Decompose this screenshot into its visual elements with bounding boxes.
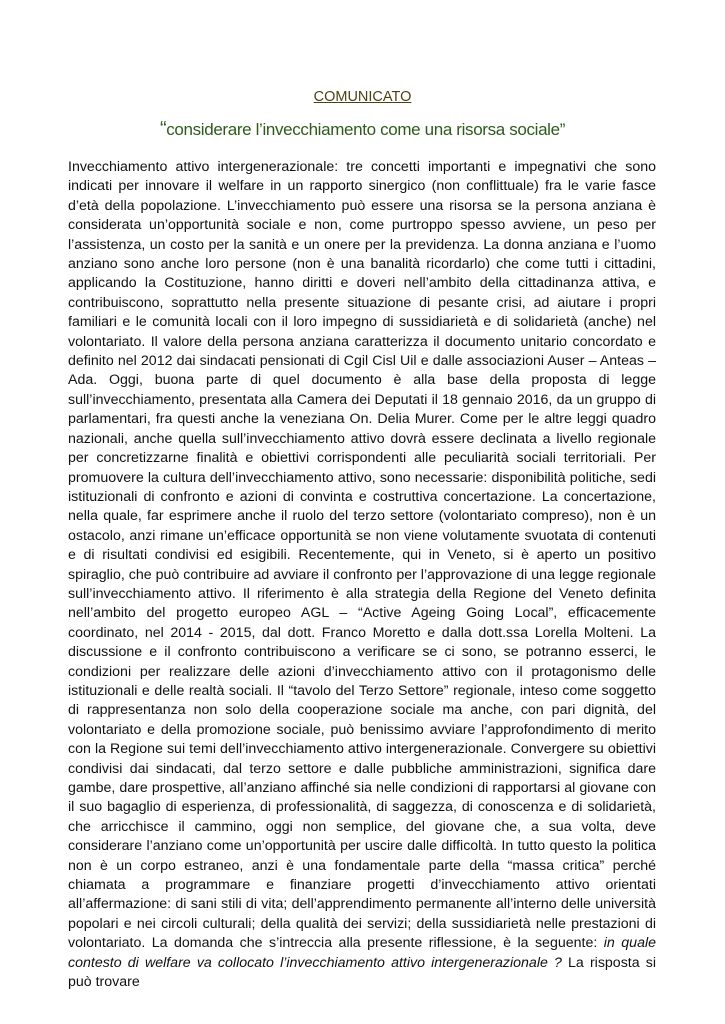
document-heading: COMUNICATO: [313, 89, 412, 105]
body-tail-text: La risposta si può trovare: [68, 954, 656, 991]
subtitle-text: considerare l’invecchiamento come una risorsa sociale”: [166, 120, 566, 139]
body-question-text: in quale contesto di welfare va collocato l’invecchiamento attivo intergenerazionale ?: [68, 935, 656, 971]
document-body: [68, 158, 656, 992]
subtitle-open-quote: “: [159, 118, 167, 140]
document-subtitle: [0, 118, 725, 141]
body-main-text: Invecchiamento attivo intergenerazionale: tre concetti importanti e impegnativi che sono indicati per innovare il welfare in un rapporto sinergico (non conflittuale) fra le varie fasce d’età della popolazione. L’invecchiamento può essere una risorsa se la persona anziana è considerata un’opportunità sociale e non, come purtroppo spesso avviene, un peso per l’assistenza, un costo per la sanità e un onere per la previdenza. La donna anziana e l’uomo anziano sono anche loro persone (non è una banalità ricordarlo) che come tutti i cittadini, applicando la Costituzione, hanno diritti e doveri nell’ambito della cittadinanza attiva, e contribuiscono, soprattutto nella presente situazione di pesante crisi, ad aiutare i propri familiari e le comunità locali con il loro impegno di sussidiarietà e di solidarietà (anche) nel volontariato. Il valore della persona anziana caratterizza il documento unitario concordato e definito nel 2012 dai sindacati pensionati di Cgil Cisl Uil e dalle associazioni Auser – Anteas – Ada. Oggi, buona parte di quel documento è alla base della proposta di legge sull’invecchiamento, presentata alla Camera dei Deputati il 18 gennaio 2016, da un gruppo di parlamentari, fra questi anche la veneziana On. Delia Murer. Come per le altre leggi quadro nazionali, anche quella sull’invecchiamento attivo dovrà essere declinata a livello regionale per concretizzarne finalità e obiettivi corrispondenti alle peculiarità sociali territoriali. Per promuovere la cultura dell’invecchiamento attivo, sono necessarie: disponibilità politiche, sedi istituzionali di confronto e azioni di convinta e costruttiva concertazione. La concertazione, nella quale, far esprimere anche il ruolo del terzo settore (volontariato compreso), non è un ostacolo, anzi rimane un’efficace opportunità se non viene volutamente svuotata di contenuti e di risultati condivisi ed esigibili. Recentemente, qui in Veneto, si è aperto un positivo spiraglio, che può contribuire ad avviare il confronto per l’approvazione di una legge regionale sull’invecchiamento attivo. Il riferimento è alla strategia della Regione del Veneto definita nell’ambito del progetto europeo AGL – “Active Ageing Going Local”, efficacemente coordinato, nel 2014 - 2015, dal dott. Franco Moretto e dalla dott.ssa Lorella Molteni. La discussione e il confronto contribuiscono a verificare se ci sono, se potranno esserci, le condizioni per realizzare delle azioni d’invecchiamento attivo con il protagonismo delle istituzionali e delle realtà sociali. Il “tavolo del Terzo Settore” regionale, inteso come soggetto di rappresentanza non solo della cooperazione sociale ma anche, con pari dignità, del volontariato e della promozione sociale, può benissimo avviare l’approfondimento di merito con la Regione sui temi dell’invecchiamento attivo intergenerazionale. Convergere su obiettivi condivisi dai sindacati, dal terzo settore e dalle pubbliche amministrazioni, significa dare gambe, dare prospettive, all’anziano affinché sia nelle condizioni di rapportarsi al giovane con il suo bagaglio di esperienza, di professionalità, di saggezza, di conoscenza e di solidarietà, che arricchisce il cammino, oggi non semplice, del giovane che, a sua volta, deve considerare l’anziano come un’opportunità per uscire dalle difficoltà. In tutto questo la politica non è un corpo estraneo, anzi è una fondamentale parte della “massa critica” perché chiamata a programmare e finanziare progetti d’invecchiamento attivo orientati all’affermazione: di sani stili di vita; dell’apprendimento permanente all’interno delle università popolari e nei circoli culturali; della qualità dei servizi; della sussidiarietà nelle prestazioni di volontariato. La domanda che s’intreccia alla presente riflessione, è la seguente:: [68, 159, 656, 952]
